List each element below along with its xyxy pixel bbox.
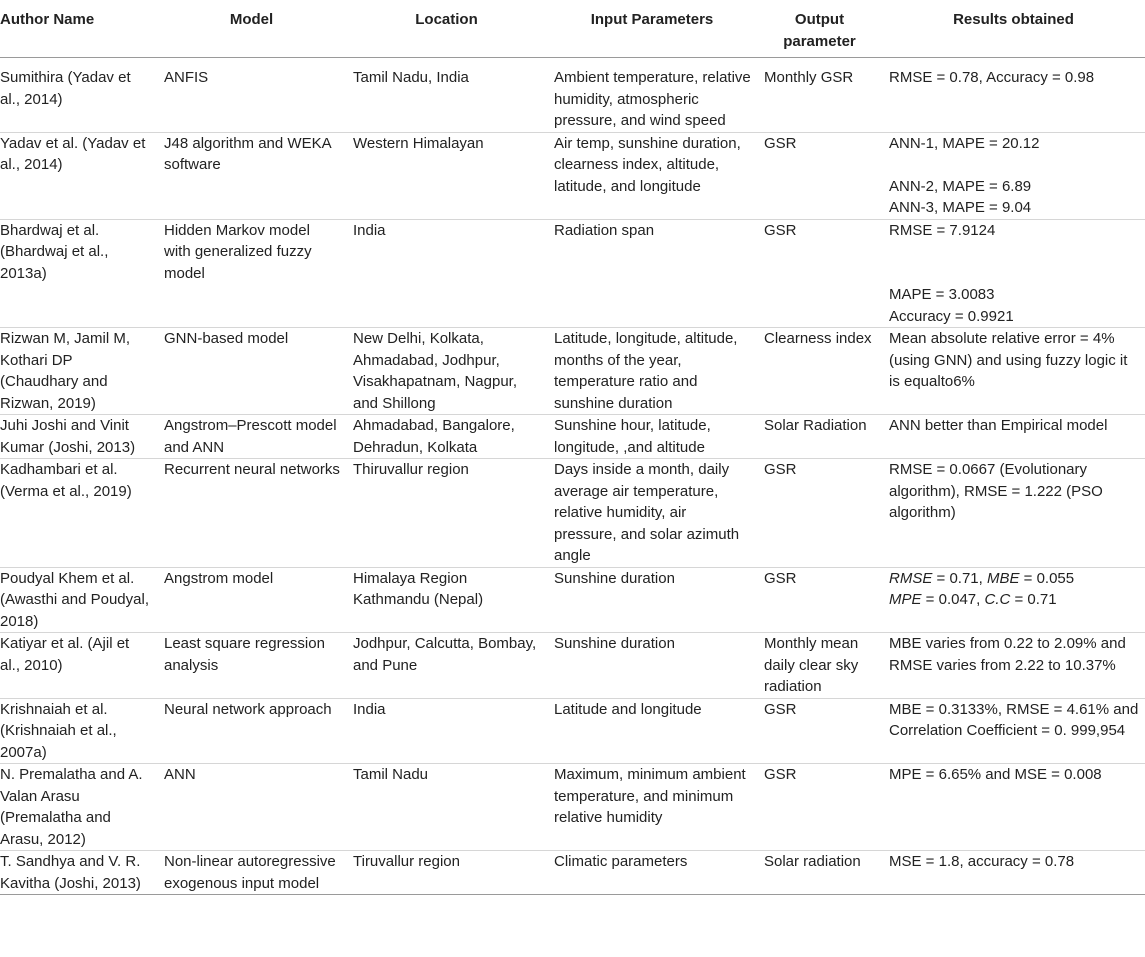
cell-results	[882, 219, 1145, 328]
table-row	[0, 58, 1145, 133]
cell-author: Katiyar et al. (Ajil et al., 2010)	[0, 633, 157, 699]
result-line: MBE varies from 0.22 to 2.09% and RMSE varies from 2.22 to 10.37%	[889, 635, 1126, 674]
cell-model: Angstrom model	[157, 567, 346, 633]
cell-location: Western Himalayan	[346, 132, 547, 219]
result-spacer	[889, 154, 1139, 176]
cell-results	[882, 58, 1145, 133]
metric-name: RMSE	[889, 569, 933, 587]
table-row	[0, 132, 1145, 219]
cell-location: Tamil Nadu, India	[346, 58, 547, 133]
metric-value: = 0.71,	[932, 569, 987, 587]
cell-output: Monthly mean daily clear sky radiation	[757, 633, 882, 699]
result-line: Accuracy = 0.9921	[889, 307, 1014, 325]
result-line: ANN-2, MAPE = 6.89	[889, 177, 1032, 195]
result-line: MPE = 6.65% and MSE = 0.008	[889, 766, 1102, 783]
cell-results	[882, 328, 1145, 415]
cell-inputs: Latitude, longitude, altitude, months of the year, temperature ratio and sunshine duration	[547, 328, 757, 415]
result-line: MBE = 0.3133%, RMSE = 4.61% and Correlation Coefficient = 0. 999,954	[889, 700, 1139, 739]
table-row	[0, 415, 1145, 459]
cell-author: Bhardwaj et al. (Bhardwaj et al., 2013a)	[0, 219, 157, 328]
header-input-parameters: Input Parameters	[547, 0, 757, 58]
table-row	[0, 567, 1145, 633]
cell-inputs: Maximum, minimum ambient temperature, and minimum relative humidity	[547, 764, 757, 851]
cell-output: GSR	[757, 567, 882, 633]
cell-model: Hidden Markov model with generalized fuzzy model	[157, 219, 346, 328]
cell-output: Monthly GSR	[757, 58, 882, 133]
cell-model: J48 algorithm and WEKA software	[157, 132, 346, 219]
cell-author: Sumithira (Yadav et al., 2014)	[0, 58, 157, 133]
cell-output: Solar Radiation	[757, 415, 882, 459]
table-row	[0, 764, 1145, 851]
cell-location: Jodhpur, Calcutta, Bombay, and Pune	[346, 633, 547, 699]
cell-inputs: Latitude and longitude	[547, 698, 757, 764]
metric-value: = 0.055	[1019, 569, 1075, 587]
header-output-parameter: Output parameter	[757, 0, 882, 58]
result-line: RMSE = 0.0667 (Evolutionary algorithm), RMSE = 1.222 (PSO algorithm)	[889, 461, 1103, 521]
cell-results	[882, 698, 1145, 764]
cell-location: Ahmadabad, Bangalore, Dehradun, Kolkata	[346, 415, 547, 459]
cell-model: ANFIS	[157, 58, 346, 133]
cell-output: GSR	[757, 764, 882, 851]
cell-location: India	[346, 219, 547, 328]
cell-results	[882, 764, 1145, 851]
cell-output: GSR	[757, 459, 882, 568]
cell-results	[882, 851, 1145, 895]
cell-results	[882, 132, 1145, 219]
result-line: Mean absolute relative error = 4% (using GNN) and using fuzzy logic it is equalto6%	[889, 330, 1128, 390]
result-line: ANN better than Empirical model	[889, 417, 1108, 434]
table-row	[0, 698, 1145, 764]
result-spacer	[889, 241, 1139, 263]
table-row	[0, 633, 1145, 699]
header-row	[0, 0, 1145, 58]
cell-model: Neural network approach	[157, 698, 346, 764]
cell-output: GSR	[757, 219, 882, 328]
cell-author: Poudyal Khem et al. (Awasthi and Poudyal, 2018)	[0, 567, 157, 633]
table-header	[0, 0, 1145, 58]
cell-location: New Delhi, Kolkata, Ahmadabad, Jodhpur, Visakhapatnam, Nagpur, and Shillong	[346, 328, 547, 415]
cell-inputs: Sunshine duration	[547, 567, 757, 633]
cell-inputs: Radiation span	[547, 219, 757, 328]
result-line	[889, 589, 1139, 611]
result-line: MAPE = 3.0083	[889, 286, 995, 303]
cell-location: Thiruvallur region	[346, 459, 547, 568]
cell-output: GSR	[757, 698, 882, 764]
table-body	[0, 58, 1145, 895]
cell-inputs: Ambient temperature, relative humidity, atmospheric pressure, and wind speed	[547, 58, 757, 133]
cell-inputs: Sunshine hour, latitude, longitude, ,and altitude	[547, 415, 757, 459]
cell-author: T. Sandhya and V. R. Kavitha (Joshi, 2013)	[0, 851, 157, 895]
cell-author: Rizwan M, Jamil M, Kothari DP (Chaudhary and Rizwan, 2019)	[0, 328, 157, 415]
cell-inputs: Sunshine duration	[547, 633, 757, 699]
header-location: Location	[346, 0, 547, 58]
header-results-obtained: Results obtained	[882, 0, 1145, 58]
cell-inputs: Days inside a month, daily average air temperature, relative humidity, air pressure, and solar azimuth angle	[547, 459, 757, 568]
cell-model: ANN	[157, 764, 346, 851]
cell-location: Himalaya Region Kathmandu (Nepal)	[346, 567, 547, 633]
cell-inputs: Air temp, sunshine duration, clearness index, altitude, latitude, and longitude	[547, 132, 757, 219]
cell-inputs: Climatic parameters	[547, 851, 757, 895]
table-row	[0, 219, 1145, 328]
result-line: RMSE = 0.78, Accuracy = 0.98	[889, 69, 1095, 86]
cell-model: Non-linear autoregressive exogenous input model	[157, 851, 346, 895]
cell-results	[882, 459, 1145, 568]
cell-author: N. Premalatha and A. Valan Arasu (Premalatha and Arasu, 2012)	[0, 764, 157, 851]
cell-model: Angstrom–Prescott model and ANN	[157, 415, 346, 459]
cell-model: Least square regression analysis	[157, 633, 346, 699]
table-row	[0, 851, 1145, 895]
cell-author: Krishnaiah et al. (Krishnaiah et al., 2007a)	[0, 698, 157, 764]
header-model: Model	[157, 0, 346, 58]
cell-model: Recurrent neural networks	[157, 459, 346, 568]
metric-name: MBE	[986, 569, 1020, 587]
table-row	[0, 328, 1145, 415]
table-row	[0, 459, 1145, 568]
metric-value: = 0.71	[1010, 591, 1057, 608]
cell-author: Kadhambari et al. (Verma et al., 2019)	[0, 459, 157, 568]
cell-results	[882, 633, 1145, 699]
cell-results	[882, 415, 1145, 459]
result-line: RMSE = 7.9124	[889, 221, 996, 239]
metric-value: = 0.047,	[921, 591, 985, 608]
cell-location: Tamil Nadu	[346, 764, 547, 851]
result-line: ANN-1, MAPE = 20.12	[889, 134, 1040, 152]
cell-results	[882, 567, 1145, 633]
result-line	[889, 568, 1139, 590]
header-author-name: Author Name	[0, 0, 157, 58]
cell-output: Clearness index	[757, 328, 882, 415]
cell-location: Tiruvallur region	[346, 851, 547, 895]
cell-model: GNN-based model	[157, 328, 346, 415]
cell-location: India	[346, 698, 547, 764]
result-line: MSE = 1.8, accuracy = 0.78	[889, 853, 1075, 870]
result-spacer	[889, 263, 1139, 285]
result-line: ANN-3, MAPE = 9.04	[889, 199, 1032, 216]
cell-output: GSR	[757, 132, 882, 219]
metric-name: MPE	[889, 591, 922, 608]
cell-author: Yadav et al. (Yadav et al., 2014)	[0, 132, 157, 219]
cell-output: Solar radiation	[757, 851, 882, 895]
metric-name: C.C	[984, 591, 1011, 608]
cell-author: Juhi Joshi and Vinit Kumar (Joshi, 2013)	[0, 415, 157, 459]
